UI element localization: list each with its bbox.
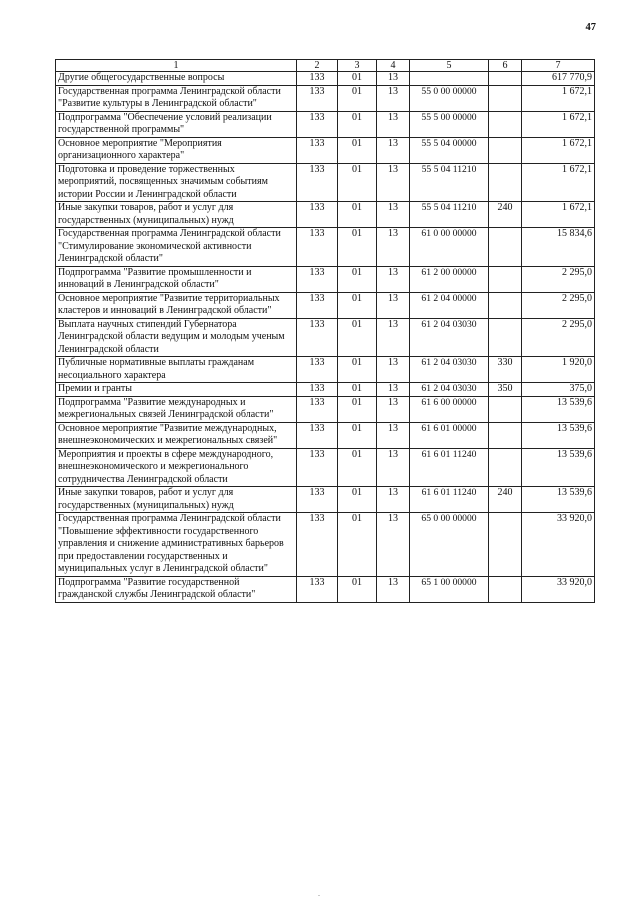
row-sum-cell: 13 539,6 xyxy=(522,487,595,513)
row-sum-cell: 1 672,1 xyxy=(522,111,595,137)
header-col-2: 2 xyxy=(297,60,338,72)
row-section-cell: 01 xyxy=(338,513,377,577)
row-target-article-cell: 61 2 04 03030 xyxy=(410,318,489,357)
row-target-article-cell: 61 6 00 00000 xyxy=(410,396,489,422)
row-code-cell: 133 xyxy=(297,383,338,397)
row-subsection-cell: 13 xyxy=(377,422,410,448)
row-section-cell: 01 xyxy=(338,266,377,292)
row-section-cell: 01 xyxy=(338,292,377,318)
row-code-cell: 133 xyxy=(297,318,338,357)
row-sum-cell: 1 672,1 xyxy=(522,85,595,111)
row-section-cell: 01 xyxy=(338,137,377,163)
row-section-cell: 01 xyxy=(338,487,377,513)
row-code-cell: 133 xyxy=(297,292,338,318)
row-name-cell: Выплата научных стипендий Губернатора Ленинградской области ведущим и молодым ученым Ленинградской области xyxy=(56,318,297,357)
row-code-cell: 133 xyxy=(297,448,338,487)
row-name-cell: Публичные нормативные выплаты гражданам несоциального характера xyxy=(56,357,297,383)
row-subsection-cell: 13 xyxy=(377,137,410,163)
row-expense-type-cell xyxy=(489,266,522,292)
row-section-cell: 01 xyxy=(338,228,377,267)
row-code-cell: 133 xyxy=(297,576,338,602)
header-col-5: 5 xyxy=(410,60,489,72)
row-name-cell: Подготовка и проведение торжественных мероприятий, посвященных значимым событиям истории России и Ленинградской области xyxy=(56,163,297,202)
row-section-cell: 01 xyxy=(338,111,377,137)
budget-table-container xyxy=(55,59,594,603)
row-code-cell: 133 xyxy=(297,137,338,163)
row-sum-cell: 1 672,1 xyxy=(522,163,595,202)
row-expense-type-cell xyxy=(489,137,522,163)
row-subsection-cell: 13 xyxy=(377,163,410,202)
row-sum-cell: 13 539,6 xyxy=(522,448,595,487)
row-target-article-cell: 61 6 01 11240 xyxy=(410,487,489,513)
row-subsection-cell: 13 xyxy=(377,111,410,137)
row-expense-type-cell: 330 xyxy=(489,357,522,383)
table-row xyxy=(56,266,595,292)
row-section-cell: 01 xyxy=(338,357,377,383)
table-row xyxy=(56,383,595,397)
table-row xyxy=(56,448,595,487)
row-name-cell: Иные закупки товаров, работ и услуг для государственных (муниципальных) нужд xyxy=(56,487,297,513)
row-code-cell: 133 xyxy=(297,111,338,137)
row-code-cell: 133 xyxy=(297,513,338,577)
row-subsection-cell: 13 xyxy=(377,513,410,577)
header-col-3: 3 xyxy=(338,60,377,72)
row-subsection-cell: 13 xyxy=(377,487,410,513)
row-code-cell: 133 xyxy=(297,202,338,228)
row-section-cell: 01 xyxy=(338,318,377,357)
table-row xyxy=(56,228,595,267)
row-sum-cell: 2 295,0 xyxy=(522,266,595,292)
row-expense-type-cell xyxy=(489,396,522,422)
row-target-article-cell: 55 0 00 00000 xyxy=(410,85,489,111)
page-number: 47 xyxy=(585,22,596,33)
row-subsection-cell: 13 xyxy=(377,266,410,292)
row-subsection-cell: 13 xyxy=(377,228,410,267)
row-target-article-cell: 55 5 04 11210 xyxy=(410,163,489,202)
row-subsection-cell: 13 xyxy=(377,576,410,602)
row-expense-type-cell: 240 xyxy=(489,487,522,513)
row-section-cell: 01 xyxy=(338,202,377,228)
row-expense-type-cell xyxy=(489,228,522,267)
row-name-cell: Основное мероприятие "Мероприятия организационного характера" xyxy=(56,137,297,163)
row-expense-type-cell xyxy=(489,85,522,111)
row-code-cell: 133 xyxy=(297,85,338,111)
row-name-cell: Подпрограмма "Развитие промышленности и инноваций в Ленинградской области" xyxy=(56,266,297,292)
table-body xyxy=(56,72,595,603)
table-row xyxy=(56,292,595,318)
row-section-cell: 01 xyxy=(338,383,377,397)
row-sum-cell: 375,0 xyxy=(522,383,595,397)
row-name-cell: Государственная программа Ленинградской области "Повышение эффективности государственного управления и снижение административных барьеров при предоставлении государственных и муниципальных услуг в Ленинградской области" xyxy=(56,513,297,577)
header-col-7: 7 xyxy=(522,60,595,72)
row-subsection-cell: 13 xyxy=(377,448,410,487)
row-code-cell: 133 xyxy=(297,422,338,448)
row-subsection-cell: 13 xyxy=(377,357,410,383)
row-name-cell: Подпрограмма "Обеспечение условий реализации государственной программы" xyxy=(56,111,297,137)
row-subsection-cell: 13 xyxy=(377,396,410,422)
header-col-1: 1 xyxy=(56,60,297,72)
budget-table xyxy=(55,59,595,603)
row-section-cell: 01 xyxy=(338,72,377,86)
row-sum-cell: 1 672,1 xyxy=(522,137,595,163)
row-name-cell: Иные закупки товаров, работ и услуг для государственных (муниципальных) нужд xyxy=(56,202,297,228)
row-target-article-cell: 61 2 04 03030 xyxy=(410,383,489,397)
row-code-cell: 133 xyxy=(297,487,338,513)
row-expense-type-cell xyxy=(489,576,522,602)
row-name-cell: Премии и гранты xyxy=(56,383,297,397)
table-row xyxy=(56,318,595,357)
row-sum-cell: 13 539,6 xyxy=(522,396,595,422)
row-sum-cell: 13 539,6 xyxy=(522,422,595,448)
row-section-cell: 01 xyxy=(338,85,377,111)
table-header xyxy=(56,60,595,72)
row-subsection-cell: 13 xyxy=(377,202,410,228)
row-name-cell: Мероприятия и проекты в сфере международного, внешнеэкономического и межрегионального сотрудничества Ленинградской области xyxy=(56,448,297,487)
table-row xyxy=(56,357,595,383)
row-subsection-cell: 13 xyxy=(377,383,410,397)
row-expense-type-cell xyxy=(489,292,522,318)
row-name-cell: Государственная программа Ленинградской области "Стимулирование экономической активности Ленинградской области" xyxy=(56,228,297,267)
row-expense-type-cell: 350 xyxy=(489,383,522,397)
header-row xyxy=(56,60,595,72)
row-code-cell: 133 xyxy=(297,163,338,202)
row-name-cell: Основное мероприятие "Развитие территориальных кластеров и инноваций в Ленинградской области" xyxy=(56,292,297,318)
table-row xyxy=(56,487,595,513)
row-code-cell: 133 xyxy=(297,266,338,292)
row-code-cell: 133 xyxy=(297,396,338,422)
row-subsection-cell: 13 xyxy=(377,292,410,318)
row-expense-type-cell xyxy=(489,448,522,487)
row-code-cell: 133 xyxy=(297,357,338,383)
row-expense-type-cell xyxy=(489,163,522,202)
table-row xyxy=(56,513,595,577)
row-sum-cell: 15 834,6 xyxy=(522,228,595,267)
row-code-cell: 133 xyxy=(297,228,338,267)
row-sum-cell: 2 295,0 xyxy=(522,318,595,357)
row-expense-type-cell xyxy=(489,72,522,86)
row-target-article-cell: 55 5 04 00000 xyxy=(410,137,489,163)
table-row xyxy=(56,396,595,422)
page-bottom-mark: . xyxy=(318,889,320,898)
row-expense-type-cell xyxy=(489,318,522,357)
table-row xyxy=(56,576,595,602)
table-row xyxy=(56,111,595,137)
row-section-cell: 01 xyxy=(338,576,377,602)
table-row xyxy=(56,202,595,228)
header-col-4: 4 xyxy=(377,60,410,72)
table-row xyxy=(56,85,595,111)
row-section-cell: 01 xyxy=(338,163,377,202)
row-expense-type-cell: 240 xyxy=(489,202,522,228)
row-target-article-cell: 61 2 04 00000 xyxy=(410,292,489,318)
row-section-cell: 01 xyxy=(338,396,377,422)
row-target-article-cell xyxy=(410,72,489,86)
row-sum-cell: 33 920,0 xyxy=(522,576,595,602)
row-target-article-cell: 65 0 00 00000 xyxy=(410,513,489,577)
row-section-cell: 01 xyxy=(338,422,377,448)
row-target-article-cell: 61 6 01 00000 xyxy=(410,422,489,448)
row-subsection-cell: 13 xyxy=(377,318,410,357)
table-row xyxy=(56,137,595,163)
row-name-cell: Другие общегосударственные вопросы xyxy=(56,72,297,86)
row-target-article-cell: 65 1 00 00000 xyxy=(410,576,489,602)
table-row xyxy=(56,163,595,202)
row-sum-cell: 1 920,0 xyxy=(522,357,595,383)
header-col-6: 6 xyxy=(489,60,522,72)
row-sum-cell: 617 770,9 xyxy=(522,72,595,86)
row-code-cell: 133 xyxy=(297,72,338,86)
row-sum-cell: 2 295,0 xyxy=(522,292,595,318)
row-subsection-cell: 13 xyxy=(377,72,410,86)
row-name-cell: Основное мероприятие "Развитие международных, внешнеэкономических и межрегиональных связей" xyxy=(56,422,297,448)
row-expense-type-cell xyxy=(489,422,522,448)
row-expense-type-cell xyxy=(489,513,522,577)
row-section-cell: 01 xyxy=(338,448,377,487)
table-row xyxy=(56,72,595,86)
row-target-article-cell: 61 2 00 00000 xyxy=(410,266,489,292)
row-target-article-cell: 55 5 00 00000 xyxy=(410,111,489,137)
row-name-cell: Государственная программа Ленинградской области "Развитие культуры в Ленинградской области" xyxy=(56,85,297,111)
row-subsection-cell: 13 xyxy=(377,85,410,111)
row-sum-cell: 1 672,1 xyxy=(522,202,595,228)
row-name-cell: Подпрограмма "Развитие государственной гражданской службы Ленинградской области" xyxy=(56,576,297,602)
row-expense-type-cell xyxy=(489,111,522,137)
row-target-article-cell: 61 2 04 03030 xyxy=(410,357,489,383)
row-target-article-cell: 61 6 01 11240 xyxy=(410,448,489,487)
row-target-article-cell: 55 5 04 11210 xyxy=(410,202,489,228)
row-target-article-cell: 61 0 00 00000 xyxy=(410,228,489,267)
row-name-cell: Подпрограмма "Развитие международных и межрегиональных связей Ленинградской области" xyxy=(56,396,297,422)
row-sum-cell: 33 920,0 xyxy=(522,513,595,577)
table-row xyxy=(56,422,595,448)
